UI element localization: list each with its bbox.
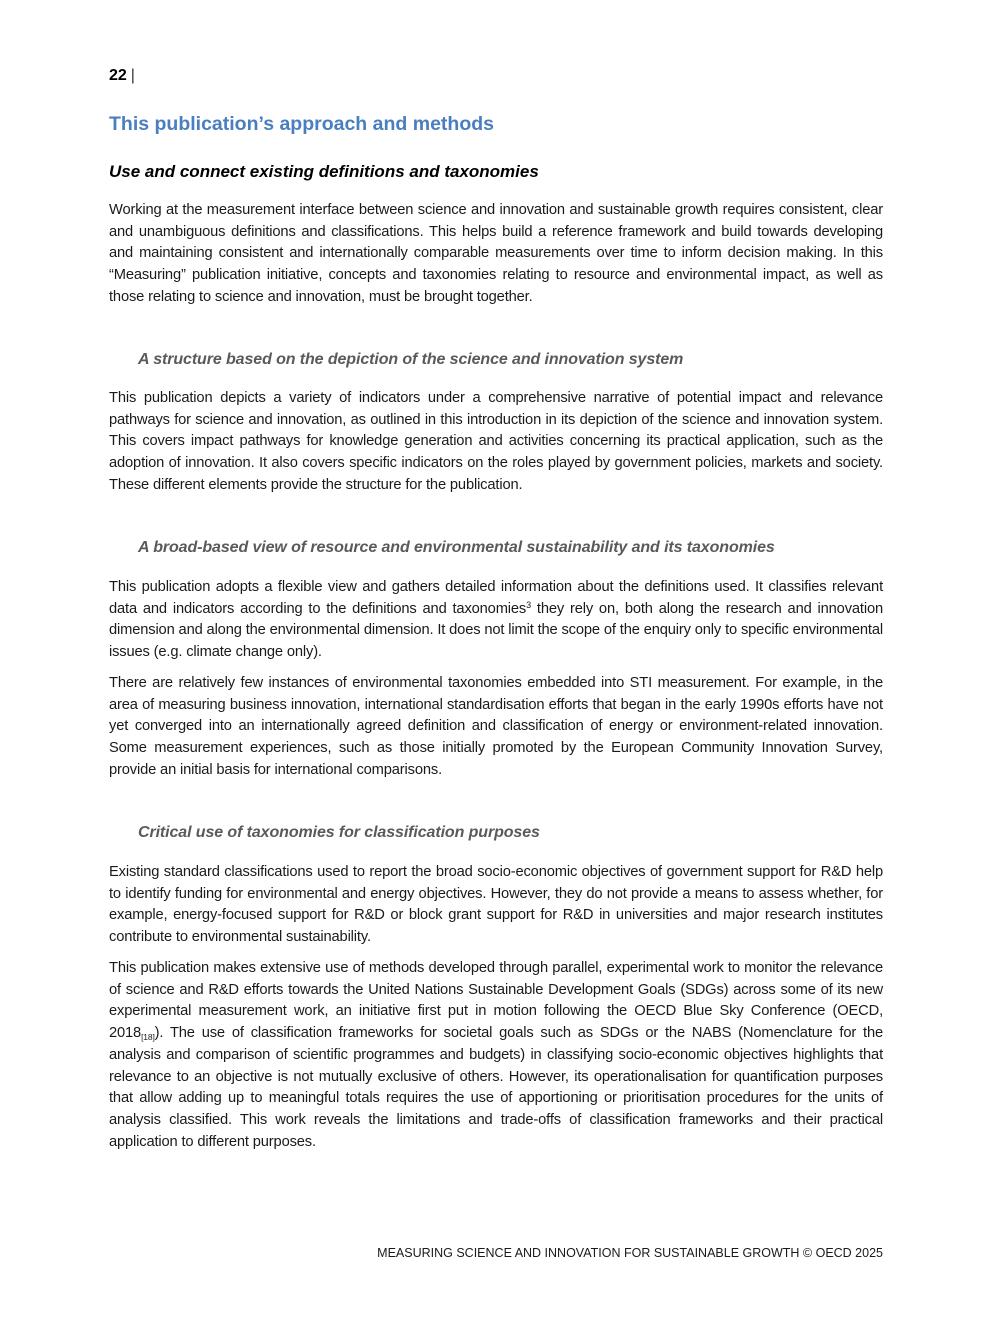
paragraph-text: they rely on, both along the research and innovation dimension and along the environmental dimension. It does not limit the scope of the enquiry only to specific environmental issues (e.g. climate change only). [109, 600, 883, 661]
page-number-value: 22 [109, 67, 127, 84]
page-footer: MEASURING SCIENCE AND INNOVATION FOR SUSTAINABLE GROWTH © OECD 2025 [377, 1246, 883, 1260]
paragraph-few-instances: There are relatively few instances of environmental taxonomies embedded into STI measurement. For example, in the area of measuring business innovation, international standardisation efforts that began in the early 1990s efforts have not yet converged into an internationally agreed definition and classification of energy or environment-related innovation. Some measurement experiences, such as those initially promoted by the European Community Innovation Survey, provide an initial basis for international comparisons. [109, 675, 883, 778]
heading-critical-use: Critical use of taxonomies for classification purposes [138, 824, 540, 841]
footnote-marker[interactable]: 3 [526, 599, 531, 610]
page-number [109, 67, 135, 85]
paragraph-text: This publication adopts a flexible view and gathers detailed information about the definitions used. It classifies relevant data and indicators according to the definitions and taxonomies [109, 579, 883, 617]
paragraph-intro: Working at the measurement interface between science and innovation and sustainable growth requires consistent, clear and unambiguous definitions and classifications. This helps build a reference framework and build towards developing and maintaining consistent and internationally comparable measurements over time to inform decision making. In this “Measuring” publication initiative, concepts and taxonomies relating to resource and environmental impact, as well as those relating to science and innovation, must be brought together. [109, 202, 883, 305]
paragraph-text: This publication makes extensive use of methods developed through parallel, experimental work to monitor the relevance of science and R&D efforts towards the United Nations Sustainable Development Goals (SDGs) across some of its new experimental measurement work, an initiative first put in motion following the OECD Blue Sky Conference (OECD, 2018 [109, 960, 883, 1042]
paragraph-methods [109, 958, 883, 1153]
page-number-separator: | [130, 67, 135, 84]
heading-structure: A structure based on the depiction of the science and innovation system [138, 351, 684, 368]
paragraph-broad-based-view [109, 577, 883, 664]
paragraph-existing-classifications: Existing standard classifications used to report the broad socio-economic objectives of government support for R&D help to identify funding for environmental and energy objectives. However, they do not provide a means to assess whether, for example, energy-focused support for R&D or block grant support for R&D in universities and major research institutes contribute to environmental sustainability. [109, 864, 883, 946]
paragraph-structure: This publication depicts a variety of indicators under a comprehensive narrative of potential impact and relevance pathways for science and innovation, as outlined in this introduction in its depiction of the science and innovation system. This covers impact pathways for knowledge generation and activities concerning its practical application, such as the adoption of innovation. It also covers specific indicators on the roles played by government policies, markets and society. These different elements provide the structure for the publication. [109, 390, 883, 493]
paragraph-text: ). The use of classification frameworks for societal goals such as SDGs or the NABS (Nomenclature for the analysis and comparison of scientific programmes and budgets) in classifying socio-economic objectives highlights that relevance to an objective is not mutually exclusive of others. However, its operationalisation for quantification purposes that allow adding up to meaningful totals requires the use of apportioning or prioritisation procedures for the units of analysis classified. This work reveals the limitations and trade-offs of classification frameworks and their practical application to different purposes. [109, 1025, 883, 1150]
reference-link[interactable]: [18] [141, 1032, 155, 1043]
heading-broad-based-view: A broad-based view of resource and environmental sustainability and its taxonomies [138, 539, 775, 556]
subsection-title: Use and connect existing definitions and taxonomies [109, 162, 539, 181]
section-title: This publication’s approach and methods [109, 113, 494, 135]
